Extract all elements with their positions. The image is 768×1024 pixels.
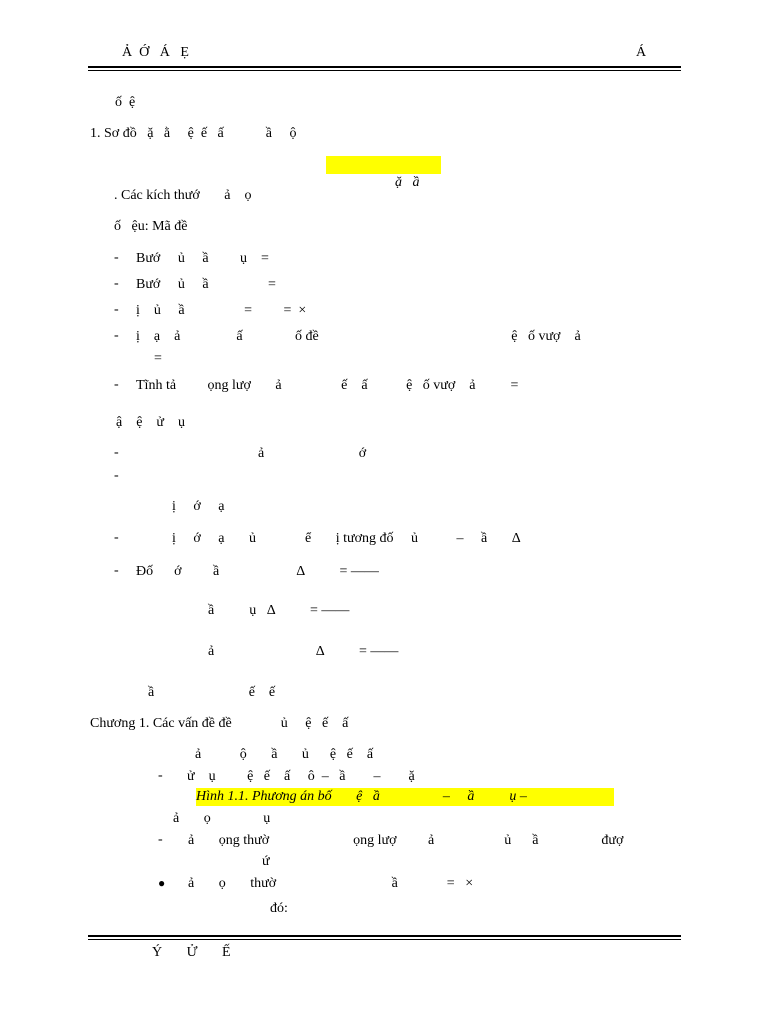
section-heading: ố ệ <box>115 95 136 110</box>
figure-caption: Hình 1.1. Phương án bố ệ ầ – ầ ụ – <box>196 788 614 806</box>
highlighted-title-text: ặ ầ <box>395 175 420 190</box>
footer-rule-bottom <box>88 939 681 940</box>
dash-marker: - <box>114 377 119 392</box>
dash-marker: - <box>114 445 119 460</box>
dash-marker: - <box>114 250 119 265</box>
dash-marker: - <box>114 276 119 291</box>
highlighted-title <box>326 156 441 190</box>
materials-heading: ậ ệ ử ụ <box>116 415 186 430</box>
list-item: Bướ ủ ầ = <box>136 277 276 292</box>
header-rule-top <box>88 66 681 68</box>
list-item: ị ạ ả ấ ố đề ệ ố vượ ả <box>136 329 581 344</box>
dash-marker: - <box>158 768 163 783</box>
dash-marker: - <box>114 302 119 317</box>
section-heading: ầ ế ế <box>148 685 276 700</box>
chapter-heading: Chương 1. Các vấn đề đề ủ ệ ế ấ <box>90 716 349 731</box>
list-item-continuation: = <box>154 351 162 366</box>
sub-heading: ị ớ ạ <box>172 499 225 514</box>
sub-heading: ả ọ ụ <box>173 811 271 826</box>
list-item: ử ụ ệ ế ấ ô – ầ – ặ <box>187 769 415 784</box>
formula-line: ầ ụ Δ = —— <box>208 603 350 618</box>
dash-marker: - <box>114 563 119 578</box>
footer-text: Ý Ử Ế <box>152 945 231 960</box>
header-left: Ả Ớ Á Ẹ <box>122 45 189 60</box>
dash-marker: - <box>114 530 119 545</box>
list-item: ả ọ thườ ầ = × <box>188 876 474 891</box>
list-item: Bướ ủ ầ ụ = <box>136 251 269 266</box>
formula-line: ả Δ = —— <box>208 644 399 659</box>
list-item: ả ọng thườ ọng lượ ả ủ ầ đượ <box>188 833 624 848</box>
footer-rule-top <box>88 935 681 937</box>
bullet-marker: ● <box>158 876 166 890</box>
sub-heading: ả ộ ầ ủ ệ ế ấ <box>195 747 374 762</box>
list-item-continuation: ứ <box>262 854 270 869</box>
dash-marker: - <box>158 832 163 847</box>
list-item: ị ủ ầ = = × <box>136 303 307 318</box>
header-right: Á <box>636 45 647 60</box>
list-item: ả ớ <box>258 446 367 461</box>
dash-marker: - <box>114 468 119 483</box>
dash-marker: - <box>114 328 119 343</box>
list-item: Tĩnh tả ọng lượ ả ế ấ ệ ố vượ ả = <box>136 378 519 393</box>
dimensions-heading: . Các kích thướ ả ọ <box>114 188 252 203</box>
numbered-heading: 1. Sơ đồ ặ ằ ệ ế ấ ầ ộ <box>90 126 297 141</box>
header-rule-bottom <box>88 70 681 71</box>
list-item: ị ớ ạ ủ ể ị tương đố ủ – ầ Δ <box>172 531 521 546</box>
where-label: đó: <box>270 901 288 916</box>
list-item: Đố ớ ầ Δ = —— <box>136 564 379 579</box>
data-code-line: ố ệu: Mã đề <box>114 219 188 234</box>
